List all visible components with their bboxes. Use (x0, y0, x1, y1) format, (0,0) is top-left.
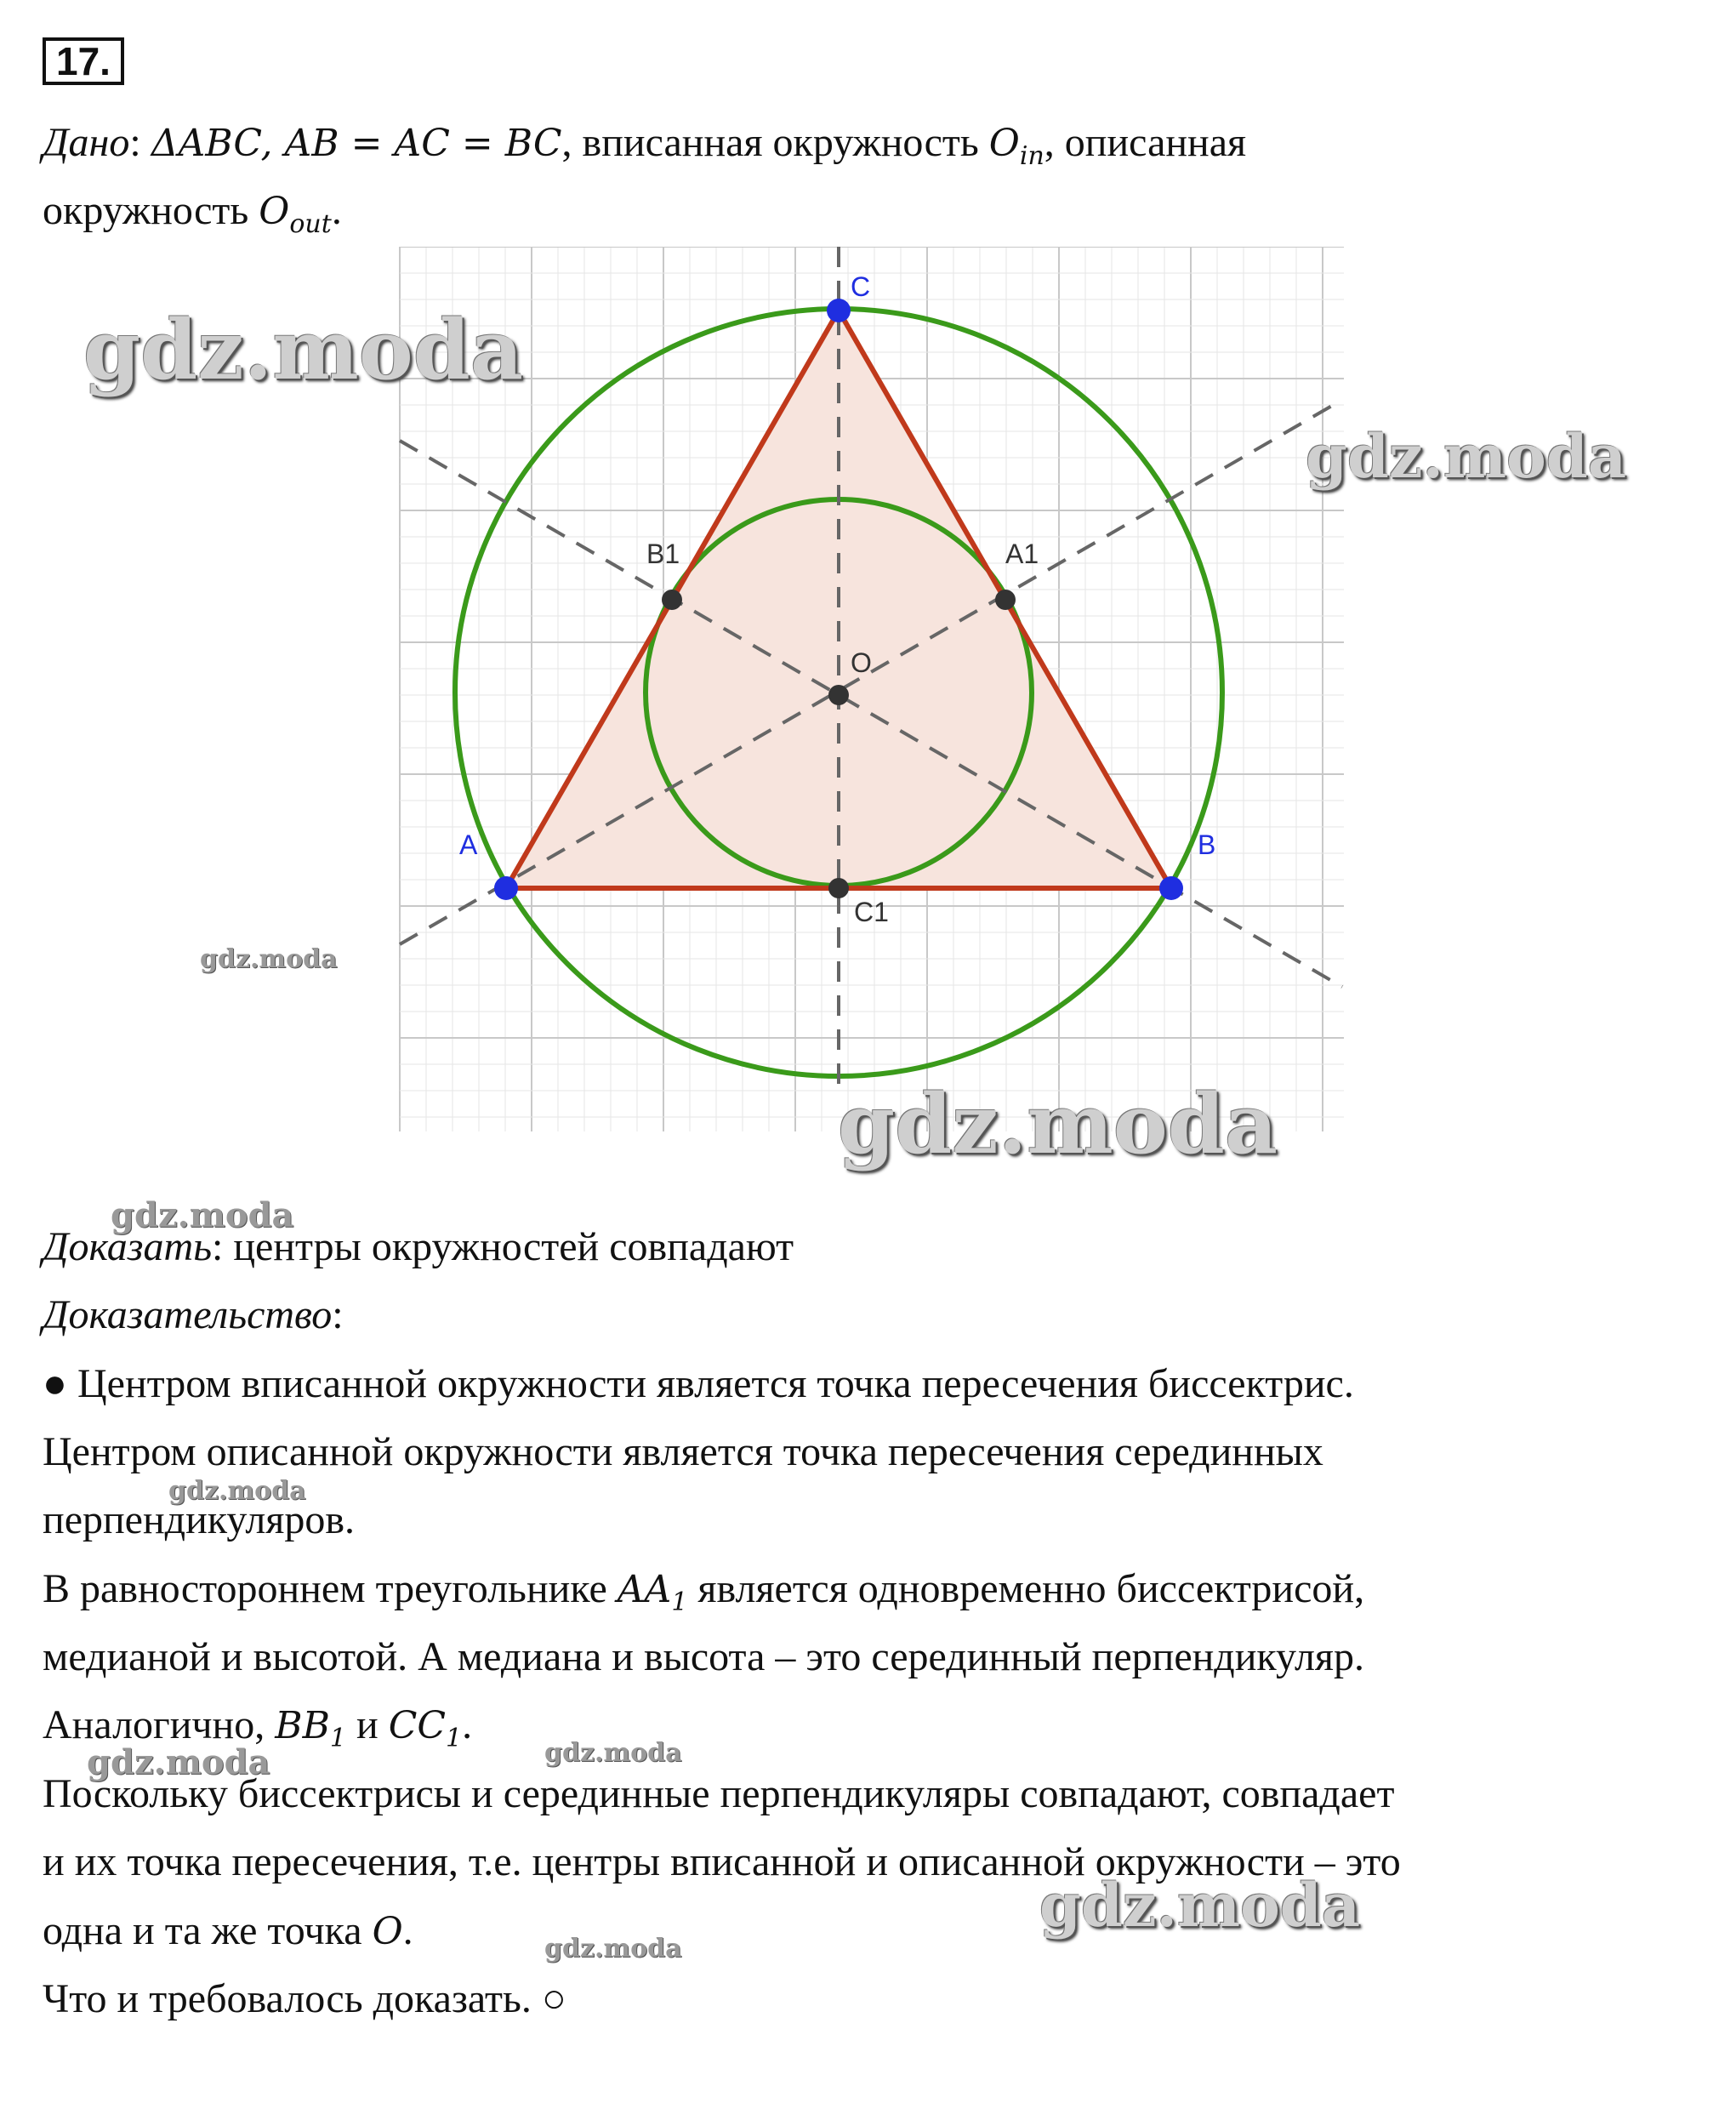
prove-label: Доказать (43, 1224, 213, 1269)
geometry-diagram (391, 247, 1352, 1148)
label-a: A (459, 829, 478, 860)
proof-label: Доказательство (43, 1292, 333, 1337)
proof-line-9: одна и та же точка O. (43, 1908, 413, 1953)
o-symbol: O (372, 1910, 403, 1953)
given-expression: ΔABC, AB = AC = BC (151, 122, 562, 165)
cc1-symbol: $CC_1$ (388, 1704, 463, 1753)
proof-heading: Доказательство: (43, 1292, 344, 1337)
label-o: O (851, 647, 872, 678)
proof-line-2: Центром описанной окружности является точка пересечения серединных (43, 1429, 1323, 1474)
label-c1: C1 (854, 897, 889, 927)
o-in-symbol: $O_{in}$ (988, 122, 1044, 171)
label-b: B (1198, 829, 1216, 860)
label-a1: A1 (1005, 539, 1039, 569)
watermark: gdz.moda (544, 1934, 682, 1963)
given-line-1: Дано: ΔABC, AB = AC = BC, вписанная окружность $O_{in}$, описанная (43, 120, 1247, 171)
watermark: gdz.moda (838, 1076, 1278, 1172)
point-a1 (995, 590, 1016, 610)
given-text-3: окружность (43, 188, 259, 233)
watermark: gdz.moda (544, 1738, 682, 1768)
given-line-2: окружность $O_{out}$. (43, 188, 342, 239)
label-c: C (851, 271, 871, 302)
given-text-1: , вписанная окружность (561, 120, 989, 165)
point-b1 (662, 590, 682, 610)
point-b (1159, 876, 1183, 900)
point-c (827, 299, 851, 322)
problem-number: 17. (43, 37, 124, 85)
proof-line-6: Аналогично, $BB_1$ и $CC_1$. (43, 1702, 473, 1753)
watermark: gdz.moda (1039, 1870, 1361, 1941)
point-a (494, 876, 518, 900)
aa1-symbol: $AA_1$ (617, 1568, 688, 1617)
proof-line-5: медианой и высотой. А медиана и высота – это серединный перпендикуляр. (43, 1634, 1364, 1679)
proof-line-4: В равностороннем треугольнике $AA_1$ является одновременно биссектрисой, (43, 1566, 1365, 1617)
watermark: gdz.moda (200, 944, 338, 974)
given-label: Дано (43, 120, 130, 165)
proof-line-1: ● Центром вписанной окружности является точка пересечения биссектрис. (43, 1361, 1354, 1406)
proof-line-7: Поскольку биссектрисы и серединные перпендикуляры совпадают, совпадает (43, 1771, 1395, 1816)
given-text-2: , описанная (1044, 120, 1247, 165)
point-o (828, 685, 849, 705)
watermark: gdz.moda (83, 302, 524, 398)
proof-line-8: и их точка пересечения, т.е. центры вписанной и описанной окружности – это (43, 1839, 1401, 1884)
proof-line-10: Что и требовалось доказать. ○ (43, 1976, 566, 2021)
watermark: gdz.moda (87, 1742, 270, 1782)
label-b1: B1 (646, 539, 680, 569)
o-out-symbol: $O_{out}$ (259, 190, 332, 239)
watermark: gdz.moda (1306, 421, 1627, 492)
proof-line-3: перпендикуляров. (43, 1497, 356, 1542)
bb1-symbol: $BB_1$ (275, 1704, 346, 1753)
watermark: gdz.moda (111, 1195, 294, 1235)
point-c1 (828, 878, 849, 898)
prove-text: : центры окружностей совпадают (212, 1224, 794, 1269)
watermark: gdz.moda (168, 1476, 306, 1506)
